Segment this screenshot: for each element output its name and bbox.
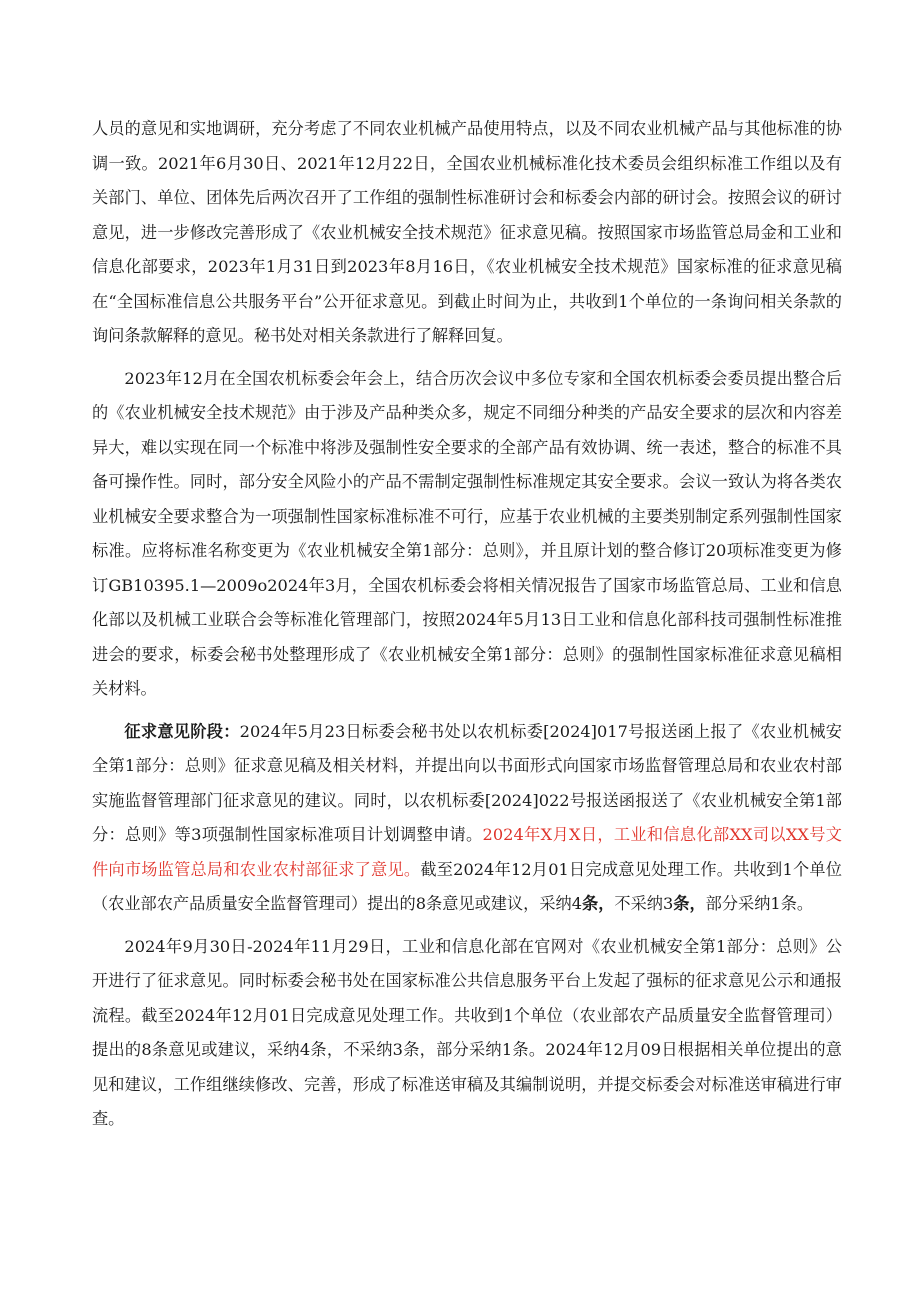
paragraph-annual-meeting: 2023年12月在全国农机标委会年会上，结合历次会议中多位专家和全国农机标委会委员提出整合后的《农业机械安全技术规范》由于涉及产品种类众多，规定不同细分种类的产品安全要求的层次和内容差异大，难以实现在同一个标准中将涉及强制性安全要求的全部产品有效协调、统一表述，整合的标准不具备可操作性。同时，部分安全风险小的产品不需制定强制性标准规定其安全要求。会议一致认为将各类农业机械安全要求整合为一项强制性国家标准标准不可行，应基于农业机械的主要类别制定系列强制性国家标准。应将标准名称变更为《农业机械安全第1部分：总则》，并且原计划的整合修订20项标准变更为修订GB10395.1—2009o2024年3月，全国农机标委会将相关情况报告了国家市场监管总局、工业和信息化部以及机械工业联合会等标准化管理部门，按照2024年5月13日工业和信息化部科技司强制性标准推进会的要求，标委会秘书处整理形成了《农业机械安全第1部分：总则》的强制性国家标准征求意见稿相关材料。 [92, 368, 842, 698]
bold-unit-1: 条， [582, 894, 615, 913]
highlighted-placeholder-text: 2024年X月X日，工业和信息化部XX司以XX号文件向市场监管总局和农业农村部征求了意见。 [92, 825, 842, 879]
document-body [92, 112, 842, 1137]
paragraph-continuation: 人员的意见和实地调研，充分考虑了不同农业机械产品使用特点，以及不同农业机械产品与其他标准的协调一致。2021年6月30日、2021年12月22日，全国农业机械标准化技术委员会组织标准工作组以及有关部门、单位、团体先后两次召开了工作组的强制性标准研讨会和标委会内部的研讨会。按照会议的研讨意见，进一步修改完善形成了《农业机械安全技术规范》征求意见稿。按照国家市场监管总局金和工业和信息化部要求，2023年1月31日到2023年8月16日，《农业机械安全技术规范》国家标准的征求意见稿在“全国标准信息公共服务平台”公开征求意见。到截止时间为止，共收到1个单位的一条询问相关条款的询问条款解释的意见。秘书处对相关条款进行了解释回复。 [92, 119, 842, 345]
consultation-text-3: 不采纳3 [614, 894, 674, 913]
consultation-text-4: 部分采纳1条。 [705, 894, 814, 913]
bold-unit-2: 条， [673, 894, 706, 913]
paragraph-public-comment: 2024年9月30日-2024年11月29日，工业和信息化部在官网对《农业机械安全第1部分：总则》公开进行了征求意见。同时标委会秘书处在国家标准公共信息服务平台上发起了强标的征求意见公示和通报流程。截至2024年12月01日完成意见处理工作。共收到1个单位（农业部农产品质量安全监督管理司）提出的8条意见或建议，采纳4条，不采纳3条，部分采纳1条。2024年12月09日根据相关单位提出的意见和建议，工作组继续修改、完善，形成了标准送审稿及其编制说明，并提交标委会对标准送审稿进行审查。 [92, 936, 842, 1128]
consultation-text-2: 截至2024年12月01日完成意见处理工作。共收到1个单位（农业部农产品质量安全监督管理司）提出的8条意见或建议，采纳4 [92, 859, 842, 913]
consultation-stage-heading: 征求意见阶段： [124, 721, 240, 741]
paragraph-consultation-stage [92, 715, 842, 922]
consultation-text-1: 2024年5月23日标委会秘书处以农机标委[2024]017号报送函上报了《农业机械安全第1部分：总则》征求意见稿及相关材料，并提出向以书面形式向国家市场监督管理总局和农业农村部实施监督管理部门征求意见的建议。同时，以农机标委[2024]022号报送函报送了《农业机械安全第1部分：总则》等3项强制性国家标准项目计划调整申请。 [92, 721, 842, 844]
